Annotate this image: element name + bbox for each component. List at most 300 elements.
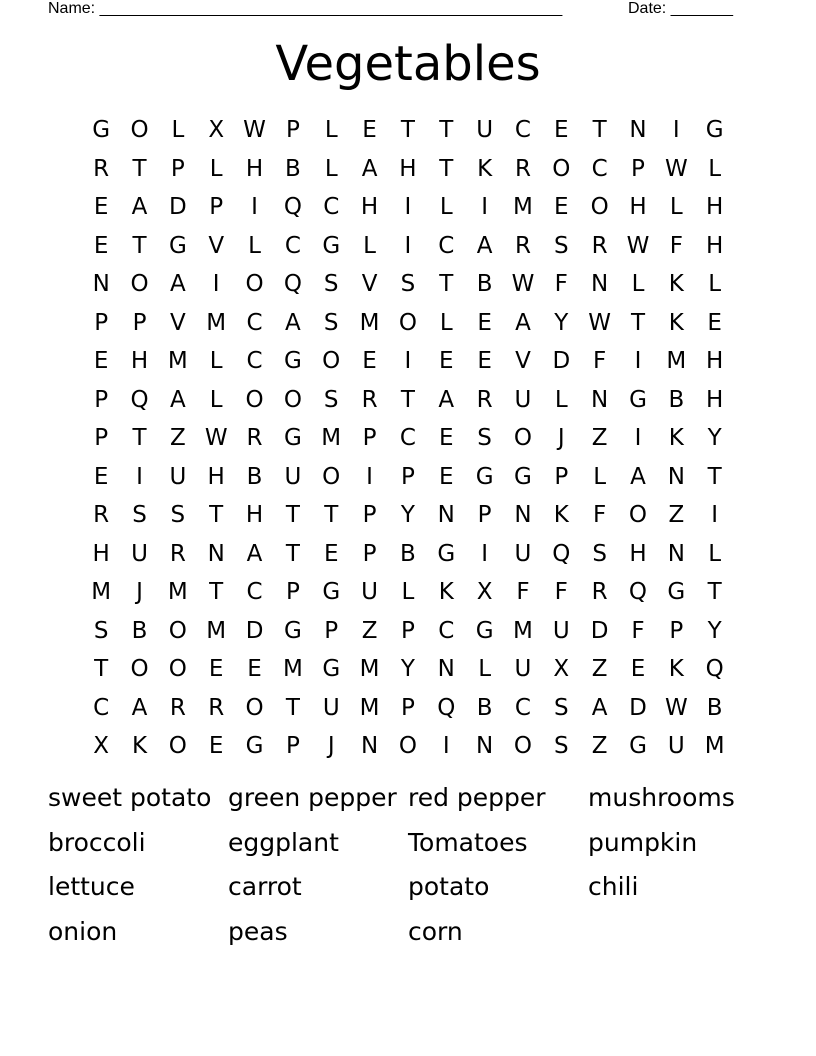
grid-letter: P: [285, 733, 300, 760]
grid-letter: E: [362, 117, 377, 144]
grid-letter: B: [285, 155, 301, 182]
grid-letter: W: [588, 309, 612, 336]
grid-letter: L: [593, 463, 607, 490]
grid-letter: P: [209, 194, 224, 221]
grid-letter: Q: [283, 271, 302, 298]
grid-letter: U: [514, 386, 532, 413]
grid-letter: W: [626, 232, 650, 259]
grid-row: [82, 304, 734, 343]
grid-row: [82, 381, 734, 420]
grid-letter: J: [136, 579, 143, 606]
grid-letter: O: [130, 271, 149, 298]
grid-letter: C: [591, 155, 608, 182]
grid-letter: L: [324, 155, 338, 182]
grid-letter: E: [247, 656, 262, 683]
grid-letter: I: [711, 502, 719, 529]
grid-letter: B: [400, 540, 416, 567]
grid-letter: G: [283, 617, 302, 644]
grid-letter: J: [327, 733, 335, 760]
grid-letter: N: [437, 656, 455, 683]
grid-letter: M: [704, 733, 725, 760]
grid-letter: I: [136, 463, 143, 490]
grid-letter: V: [208, 232, 225, 259]
grid-letter: Z: [591, 656, 608, 683]
grid-letter: G: [667, 579, 686, 606]
grid-letter: U: [552, 617, 570, 644]
grid-letter: X: [93, 733, 110, 760]
grid-letter: E: [477, 309, 492, 336]
grid-letter: L: [669, 194, 683, 221]
grid-letter: W: [511, 271, 535, 298]
grid-letter: G: [283, 425, 302, 452]
word-bank-item: mushrooms: [588, 783, 735, 812]
grid-letter: N: [591, 386, 609, 413]
grid-letter: I: [442, 733, 450, 760]
grid-letter: T: [707, 463, 722, 490]
grid-letter: E: [208, 656, 224, 683]
word-bank-item: peas: [228, 917, 288, 947]
grid-letter: N: [514, 502, 532, 529]
grid-letter: P: [669, 617, 684, 644]
grid-letter: A: [361, 155, 378, 182]
grid-letter: H: [207, 463, 225, 490]
word-bank-item: potato: [408, 872, 490, 902]
grid-letter: T: [324, 502, 339, 529]
grid-letter: P: [285, 579, 300, 606]
grid-letter: H: [706, 386, 724, 413]
grid-letter: K: [668, 309, 684, 336]
grid-letter: Z: [591, 425, 608, 452]
grid-letter: G: [705, 117, 724, 144]
grid-letter: B: [246, 463, 263, 490]
grid-letter: O: [168, 617, 187, 644]
grid-letter: T: [94, 656, 109, 683]
grid-letter: D: [552, 348, 571, 375]
grid-letter: R: [514, 232, 531, 259]
grid-letter: B: [476, 694, 493, 721]
grid-letter: G: [514, 463, 532, 490]
grid-letter: T: [132, 425, 147, 452]
grid-letter: S: [553, 733, 569, 760]
grid-letter: A: [169, 271, 186, 298]
grid-letter: L: [708, 540, 722, 567]
grid-letter: P: [362, 425, 377, 452]
grid-letter: G: [475, 617, 494, 644]
grid-letter: P: [324, 617, 339, 644]
grid-letter: R: [169, 694, 186, 721]
grid-letter: I: [404, 232, 412, 259]
grid-letter: R: [591, 232, 608, 259]
grid-letter: L: [363, 232, 376, 259]
grid-letter: L: [248, 232, 261, 259]
grid-letter: P: [362, 502, 377, 529]
grid-letter: E: [323, 540, 339, 567]
grid-letter: E: [93, 348, 109, 375]
grid-letter: M: [206, 309, 227, 336]
grid-letter: D: [590, 617, 609, 644]
grid-row: [82, 265, 734, 304]
grid-letter: F: [593, 502, 607, 529]
grid-letter: S: [592, 540, 607, 567]
grid-letter: J: [557, 425, 565, 452]
word-bank-item: broccoli: [48, 827, 146, 857]
word-bank-item: green pepper: [228, 783, 397, 812]
grid-letter: M: [513, 617, 533, 644]
grid-letter: O: [130, 117, 149, 144]
grid-letter: L: [478, 656, 492, 683]
grid-letter: G: [629, 386, 647, 413]
grid-letter: A: [285, 309, 301, 336]
grid-letter: H: [706, 194, 724, 221]
word-bank-item: Tomatoes: [408, 827, 528, 857]
grid-letter: H: [629, 194, 647, 221]
grid-letter: P: [94, 309, 109, 336]
grid-row: [82, 689, 734, 728]
word-bank-item: corn: [408, 917, 463, 947]
grid-letter: O: [283, 386, 302, 413]
grid-letter: S: [400, 271, 416, 298]
word-bank-item: carrot: [228, 872, 302, 902]
grid-letter: G: [629, 733, 647, 760]
grid-letter: W: [243, 117, 266, 144]
grid-letter: U: [476, 117, 494, 144]
grid-letter: O: [168, 656, 187, 683]
grid-row: [82, 612, 734, 651]
grid-letter: S: [93, 617, 109, 644]
grid-letter: S: [477, 425, 492, 452]
grid-letter: E: [362, 348, 377, 375]
grid-letter: E: [438, 348, 454, 375]
grid-letter: M: [321, 425, 342, 452]
grid-letter: P: [362, 540, 377, 567]
grid-letter: T: [285, 540, 300, 567]
grid-letter: A: [131, 694, 148, 721]
grid-letter: T: [592, 117, 607, 144]
grid-letter: R: [514, 155, 531, 182]
grid-letter: M: [359, 309, 380, 336]
grid-letter: P: [94, 386, 109, 413]
grid-letter: H: [399, 155, 417, 182]
grid-letter: U: [361, 579, 378, 606]
grid-letter: W: [664, 155, 688, 182]
grid-letter: O: [130, 656, 149, 683]
grid-letter: N: [92, 271, 110, 298]
grid-letter: M: [666, 348, 687, 375]
word-bank-item: red pepper: [408, 783, 546, 812]
word-bank-item: pumpkin: [588, 827, 698, 857]
grid-letter: G: [92, 117, 111, 144]
grid-letter: T: [400, 386, 415, 413]
grid-letter: D: [629, 694, 647, 721]
grid-letter: V: [169, 309, 186, 336]
grid-letter: K: [131, 733, 148, 760]
grid-letter: D: [245, 617, 264, 644]
grid-letter: L: [171, 117, 185, 144]
grid-letter: A: [246, 540, 263, 567]
word-bank-item: chili: [588, 872, 639, 902]
grid-letter: R: [476, 386, 493, 413]
grid-letter: C: [514, 117, 531, 144]
grid-letter: G: [245, 733, 264, 760]
grid-letter: Q: [552, 540, 571, 567]
grid-letter: T: [285, 502, 300, 529]
grid-letter: O: [322, 463, 341, 490]
grid-letter: S: [553, 694, 569, 721]
grid-letter: O: [245, 386, 264, 413]
grid-letter: M: [167, 579, 188, 606]
grid-row: [82, 342, 734, 381]
grid-letter: O: [398, 309, 417, 336]
grid-letter: O: [590, 194, 609, 221]
grid-row: [82, 496, 734, 535]
grid-letter: I: [481, 540, 488, 567]
page-title: Vegetables: [275, 36, 541, 92]
grid-letter: T: [285, 694, 300, 721]
grid-letter: P: [631, 155, 645, 182]
grid-letter: P: [170, 155, 185, 182]
word-bank-item: sweet potato: [48, 783, 212, 812]
grid-letter: M: [513, 194, 533, 221]
grid-letter: U: [169, 463, 187, 490]
grid-letter: E: [438, 425, 454, 452]
grid-letter: N: [437, 502, 455, 529]
grid-row: [82, 150, 734, 189]
grid-letter: O: [513, 425, 532, 452]
grid-letter: V: [515, 348, 531, 375]
grid-letter: C: [246, 348, 263, 375]
grid-letter: P: [400, 694, 415, 721]
grid-letter: R: [169, 540, 186, 567]
grid-letter: R: [208, 694, 225, 721]
grid-letter: B: [131, 617, 148, 644]
grid-letter: O: [245, 271, 264, 298]
grid-letter: E: [554, 194, 569, 221]
grid-letter: A: [476, 232, 493, 259]
grid-letter: Z: [361, 617, 378, 644]
grid-letter: I: [672, 117, 680, 144]
grid-letter: Q: [437, 694, 456, 721]
grid-letter: A: [169, 386, 186, 413]
grid-letter: G: [283, 348, 302, 375]
word-bank-item: lettuce: [48, 872, 135, 902]
grid-row: [82, 650, 734, 689]
grid-letter: R: [591, 579, 608, 606]
grid-letter: T: [132, 232, 147, 259]
grid-letter: Q: [628, 579, 648, 606]
grid-letter: E: [208, 733, 224, 760]
grid-letter: C: [284, 232, 301, 259]
grid-letter: K: [438, 579, 454, 606]
grid-letter: I: [634, 348, 642, 375]
grid-letter: P: [554, 463, 569, 490]
grid-letter: C: [514, 694, 531, 721]
grid-letter: T: [209, 502, 224, 529]
grid-letter: U: [322, 694, 340, 721]
grid-letter: L: [631, 271, 645, 298]
grid-letter: Y: [554, 309, 569, 336]
date-field: Date: _______: [628, 0, 733, 17]
grid-letter: M: [359, 694, 380, 721]
grid-letter: S: [170, 502, 186, 529]
grid-letter: M: [282, 656, 303, 683]
grid-letter: A: [515, 309, 531, 336]
grid-letter: T: [132, 155, 147, 182]
grid-letter: Q: [130, 386, 149, 413]
grid-letter: C: [323, 194, 340, 221]
grid-letter: W: [664, 694, 688, 721]
grid-letter: I: [634, 425, 642, 452]
grid-letter: S: [132, 502, 147, 529]
grid-letter: B: [706, 694, 723, 721]
grid-letter: H: [92, 540, 110, 567]
grid-letter: N: [591, 271, 609, 298]
grid-letter: O: [513, 733, 532, 760]
grid-letter: Y: [400, 502, 415, 529]
grid-letter: T: [707, 579, 722, 606]
grid-letter: G: [322, 232, 341, 259]
grid-letter: Z: [591, 733, 608, 760]
grid-letter: K: [668, 425, 684, 452]
grid-letter: O: [322, 348, 341, 375]
grid-letter: A: [630, 463, 646, 490]
grid-letter: O: [398, 733, 417, 760]
grid-letter: O: [245, 694, 264, 721]
grid-letter: E: [630, 656, 646, 683]
grid-letter: G: [322, 656, 341, 683]
grid-letter: I: [366, 463, 373, 490]
grid-letter: P: [132, 309, 147, 336]
word-bank-item: onion: [48, 917, 118, 947]
word-bank: [48, 778, 768, 957]
grid-letter: R: [93, 155, 110, 182]
grid-letter: H: [360, 194, 379, 221]
grid-letter: X: [208, 117, 225, 144]
grid-letter: H: [629, 540, 647, 567]
grid-row: [82, 727, 734, 766]
grid-letter: U: [284, 463, 302, 490]
grid-letter: T: [209, 579, 224, 606]
grid-letter: Z: [668, 502, 685, 529]
grid-letter: C: [246, 579, 263, 606]
grid-letter: G: [322, 579, 341, 606]
grid-letter: X: [553, 656, 570, 683]
grid-letter: E: [554, 117, 569, 144]
grid-letter: D: [169, 194, 187, 221]
grid-letter: U: [514, 656, 532, 683]
grid-letter: Q: [283, 194, 302, 221]
grid-letter: R: [93, 502, 110, 529]
grid-letter: I: [404, 348, 412, 375]
grid-letter: L: [439, 309, 453, 336]
grid-letter: L: [708, 155, 722, 182]
grid-row: [82, 419, 734, 458]
grid-letter: Z: [169, 425, 186, 452]
grid-letter: C: [246, 309, 263, 336]
grid-letter: V: [361, 271, 378, 298]
grid-letter: R: [246, 425, 263, 452]
grid-letter: C: [438, 617, 455, 644]
word-bank-item: eggplant: [228, 827, 339, 857]
grid-letter: E: [93, 194, 109, 221]
grid-letter: L: [439, 194, 453, 221]
grid-letter: M: [167, 348, 188, 375]
grid-letter: Y: [707, 425, 722, 452]
grid-letter: G: [437, 540, 456, 567]
grid-letter: F: [554, 579, 568, 606]
grid-letter: E: [477, 348, 492, 375]
grid-letter: R: [361, 386, 378, 413]
grid-row: [82, 111, 734, 150]
grid-letter: F: [593, 348, 607, 375]
grid-letter: Y: [707, 617, 722, 644]
grid-letter: F: [516, 579, 530, 606]
name-field: Name: ____________________________________________________: [48, 0, 563, 17]
grid-letter: O: [628, 502, 648, 529]
grid-letter: G: [168, 232, 187, 259]
grid-letter: H: [706, 348, 724, 375]
grid-letter: N: [667, 463, 685, 490]
grid-letter: O: [552, 155, 571, 182]
grid-letter: F: [631, 617, 645, 644]
grid-letter: H: [706, 232, 724, 259]
grid-letter: E: [438, 463, 454, 490]
grid-letter: K: [668, 271, 684, 298]
grid-letter: U: [131, 540, 148, 567]
grid-letter: P: [94, 425, 109, 452]
grid-letter: L: [209, 348, 223, 375]
grid-letter: P: [285, 117, 300, 144]
grid-row: [82, 458, 734, 497]
grid-letter: I: [404, 194, 412, 221]
grid-letter: A: [131, 194, 148, 221]
grid-letter: T: [439, 271, 454, 298]
grid-letter: O: [168, 733, 187, 760]
grid-row: [82, 535, 734, 574]
grid-letter: S: [323, 309, 339, 336]
grid-letter: Y: [400, 656, 415, 683]
grid-letter: N: [476, 733, 494, 760]
grid-letter: U: [667, 733, 685, 760]
grid-letter: L: [401, 579, 415, 606]
grid-letter: S: [323, 271, 339, 298]
grid-letter: A: [591, 694, 608, 721]
grid-letter: C: [93, 694, 110, 721]
grid-letter: L: [209, 386, 223, 413]
grid-letter: S: [553, 232, 569, 259]
grid-letter: H: [245, 155, 264, 182]
grid-letter: T: [439, 155, 454, 182]
grid-letter: L: [708, 271, 722, 298]
grid-letter: F: [669, 232, 683, 259]
grid-letter: P: [400, 617, 415, 644]
grid-letter: T: [439, 117, 454, 144]
grid-letter: E: [93, 232, 109, 259]
grid-letter: M: [206, 617, 227, 644]
grid-letter: F: [554, 271, 568, 298]
grid-letter: G: [475, 463, 494, 490]
grid-letter: P: [400, 463, 415, 490]
grid-letter: M: [91, 579, 112, 606]
grid-letter: N: [360, 733, 379, 760]
grid-letter: Q: [705, 656, 724, 683]
grid-letter: B: [476, 271, 493, 298]
grid-letter: I: [212, 271, 220, 298]
grid-letter: C: [438, 232, 455, 259]
grid-row: [82, 188, 734, 227]
grid-letter: B: [668, 386, 685, 413]
grid-row: [82, 227, 734, 266]
grid-letter: L: [554, 386, 568, 413]
